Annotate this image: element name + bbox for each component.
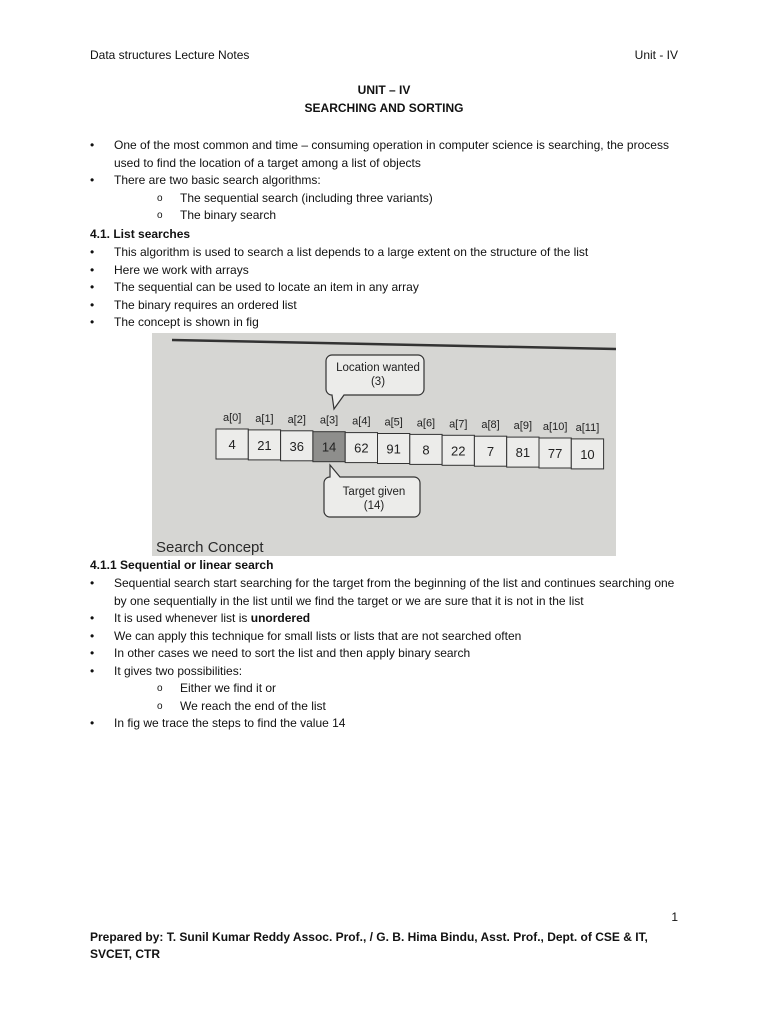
list-item: • In other cases we need to sort the list and then apply binary search [90, 645, 680, 663]
list-item: o The sequential search (including three variants) [90, 190, 680, 208]
list-item: • One of the most common and time – consuming operation in computer science is searching, the process used to find the location of a target among a list of objects [90, 137, 680, 172]
array-value: 36 [289, 438, 304, 454]
list-item: • We can apply this technique for small lists or lists that are not searched often [90, 628, 680, 646]
array-value: 62 [354, 440, 369, 456]
array-value: 7 [486, 444, 495, 460]
list-item: • The concept is shown in fig [90, 314, 680, 332]
unit-title: UNIT – IV [357, 83, 411, 97]
callout-location-line1: Location wanted [336, 362, 420, 374]
array-value: 8 [422, 442, 430, 458]
item-emphasis: unordered [250, 611, 311, 625]
array-index-label: a[2] [287, 413, 306, 426]
array-index-label: a[1] [255, 412, 274, 425]
list-item: • Here we work with arrays [90, 262, 680, 280]
footer-credits: Prepared by: T. Sunil Kumar Reddy Assoc. Prof., / G. B. Hima Bindu, Asst. Prof., Dept. of CSE & IT, SVCET, CTR [90, 930, 648, 961]
section-heading: 4.1.1 Sequential or linear search [90, 558, 274, 572]
header-unit: Unit - IV [634, 48, 678, 62]
callout-target-line2: (14) [363, 500, 385, 512]
array-index-label: a[0] [222, 412, 242, 424]
list-item: • In fig we trace the steps to find the value 14 [90, 715, 680, 733]
list-item: • The binary requires an ordered list [90, 297, 680, 315]
sequential-list [90, 575, 680, 733]
array-index-label: a[6] [416, 417, 436, 430]
topic-title: SEARCHING AND SORTING [304, 101, 464, 115]
array-value: 22 [451, 443, 466, 459]
list-item: • This algorithm is used to search a list depends to a large extent on the structure of the list [90, 244, 680, 262]
array-index-label: a[9] [513, 420, 533, 433]
list-item: • It gives two possibilities: [90, 663, 680, 681]
list-item: o Either we find it or [90, 680, 680, 698]
array-value: 77 [547, 446, 563, 461]
section-heading: 4.1. List searches [90, 227, 191, 241]
search-concept-figure [152, 333, 616, 556]
array-value: 21 [257, 437, 272, 453]
item-text: It is used whenever list is [114, 611, 251, 625]
list-item [90, 610, 680, 628]
list-item: • The sequential can be used to locate an item in any array [90, 279, 680, 297]
callout-location-line2: (3) [370, 376, 386, 388]
array-value: 10 [580, 446, 595, 462]
figure-caption: Search Concept [156, 539, 264, 556]
array-index-label: a[10] [542, 421, 568, 433]
list-item: • Sequential search start searching for the target from the beginning of the list and continues searching one by one sequentially in the list until we find the target or we are sure that it is not in the list [90, 575, 680, 610]
header-title: Data structures Lecture Notes [90, 48, 250, 62]
list-item: • There are two basic search algorithms: [90, 172, 680, 190]
list-item: o We reach the end of the list [90, 698, 680, 716]
list-item: o The binary search [90, 207, 680, 225]
array-index-label: a[3] [319, 414, 339, 427]
callout-target-line1: Target given [342, 486, 406, 498]
array-value: 91 [386, 441, 401, 457]
array-value: 14 [321, 439, 337, 455]
array-index-label: a[11] [575, 421, 600, 434]
array-index-label: a[8] [481, 419, 500, 432]
search-concept-diagram [152, 333, 616, 556]
array-value: 81 [515, 445, 531, 461]
page-number: 1 [671, 910, 678, 924]
array-index-label: a[4] [352, 415, 371, 428]
array-value: 4 [228, 437, 236, 452]
array-index-label: a[7] [449, 418, 468, 431]
intro-list [90, 137, 680, 225]
array-index-label: a[5] [384, 416, 403, 429]
list-searches-list [90, 244, 680, 332]
